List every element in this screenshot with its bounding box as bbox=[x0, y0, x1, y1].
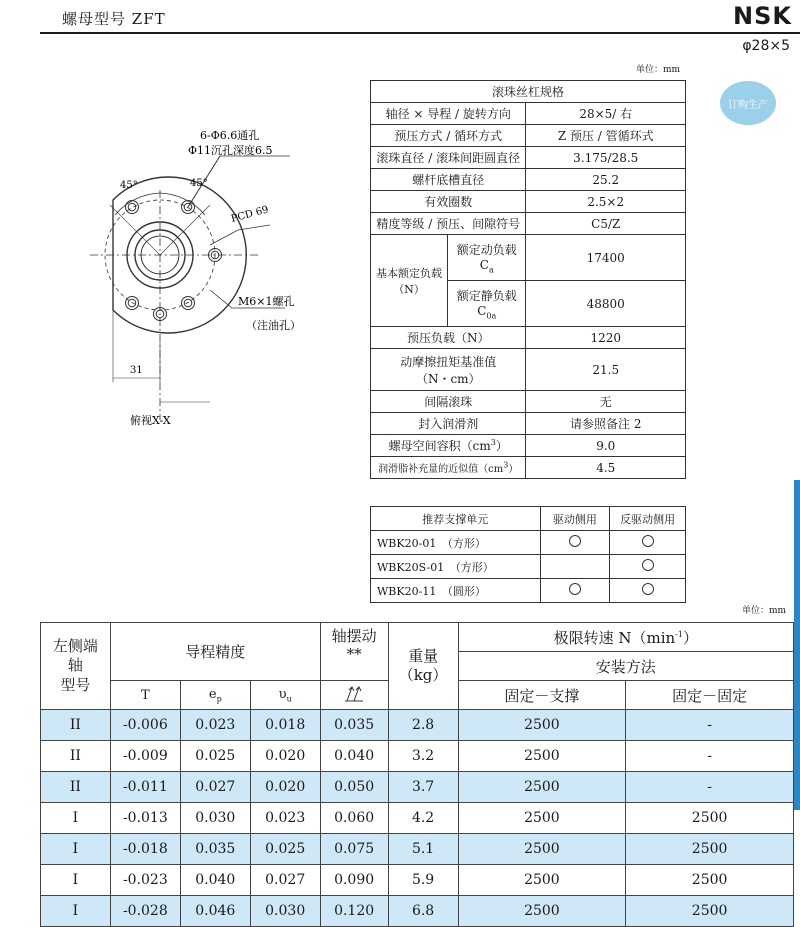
brand-logo: NSK bbox=[733, 2, 792, 30]
circle-mark bbox=[569, 535, 581, 547]
spec-row: 精度等级 / 预压、间隙符号 C5/Z bbox=[371, 213, 686, 235]
spec-row: 轴径 × 导程 / 旋转方向 28×5/ 右 bbox=[371, 103, 686, 125]
volume-label: 螺母空间容积（cm bbox=[388, 439, 491, 453]
static-load-symbol: C bbox=[477, 303, 487, 318]
static-load-label: 额定静负载 bbox=[456, 288, 517, 303]
dynamic-load-subscript: a bbox=[488, 265, 494, 275]
support-row: WBK20S-01 （方形） bbox=[371, 555, 686, 579]
circle-mark bbox=[642, 535, 654, 547]
left-shaft-header: 左侧端 bbox=[52, 636, 98, 655]
support-header-unit: 推荐支撑单元 bbox=[371, 507, 541, 531]
table-row: I -0.028 0.046 0.030 0.120 6.8 2500 2500 bbox=[41, 896, 794, 927]
spec-unit: 单位：mm bbox=[636, 65, 681, 75]
circle-mark bbox=[642, 583, 654, 595]
spec-row-load bbox=[371, 235, 686, 327]
runout-header: 轴摆动 bbox=[331, 627, 377, 645]
support-header-drive: 驱动侧用 bbox=[540, 507, 610, 531]
side-accent-bar bbox=[794, 480, 800, 810]
order-badge: 订购生产 bbox=[720, 81, 776, 125]
ep-header: e bbox=[208, 686, 217, 702]
circle-mark bbox=[569, 583, 581, 595]
dynamic-load-label: 额定动负载 bbox=[456, 242, 517, 257]
angle-label-right: 45° bbox=[190, 178, 208, 189]
static-load-value: 48800 bbox=[586, 296, 625, 311]
spec-row: 滚珠直径 / 滚珠间距圆直径 3.175/28.5 bbox=[371, 147, 686, 169]
spec-row: 预压方式 / 循环方式 Z 预压 / 管循环式 bbox=[371, 125, 686, 147]
volume-close: ） bbox=[495, 439, 508, 453]
spec-row: 螺杆底槽直径 25.2 bbox=[371, 169, 686, 191]
grease-label: 润滑脂补充量的近似值（cm bbox=[378, 464, 504, 475]
spec-row bbox=[371, 349, 686, 391]
spec-row: 有效圈数 2.5×2 bbox=[371, 191, 686, 213]
volume-value: 9.0 bbox=[526, 435, 686, 457]
fixed-fixed-header: 固定－固定 bbox=[626, 681, 794, 710]
support-header-anti: 反驱动侧用 bbox=[610, 507, 686, 531]
runout-mark: ** bbox=[346, 645, 362, 663]
support-table bbox=[370, 506, 686, 603]
fixed-support-header: 固定－支撑 bbox=[458, 681, 626, 710]
ep-subscript: p bbox=[216, 694, 222, 704]
table-row: I -0.013 0.030 0.023 0.060 4.2 2500 2500 bbox=[41, 803, 794, 834]
load-group-label: 基本额定负载 bbox=[376, 266, 442, 280]
oil-hole-note: M6×1螺孔 bbox=[238, 295, 295, 308]
main-table bbox=[40, 622, 794, 927]
flange-drawing bbox=[60, 120, 370, 440]
weight-header: 重量 bbox=[408, 646, 439, 665]
speed-header: 极限转速 N（min bbox=[553, 628, 676, 647]
angle-label-left: 45° bbox=[120, 180, 138, 191]
vu-header: υ bbox=[278, 686, 287, 702]
t-header: T bbox=[110, 681, 180, 710]
volume-cube: 3 bbox=[490, 438, 496, 447]
grease-close: ） bbox=[508, 464, 519, 475]
hole-note-2: Φ11沉孔深度6.5 bbox=[188, 144, 273, 157]
spec-table bbox=[370, 80, 686, 479]
size-tag: φ28×5 bbox=[742, 38, 790, 54]
grease-value: 4.5 bbox=[526, 457, 686, 479]
spec-row: 间隔滚珠 无 bbox=[371, 391, 686, 413]
speed-exponent: -1 bbox=[675, 629, 683, 639]
spec-row bbox=[371, 457, 686, 479]
runout-arrow-icon bbox=[342, 683, 366, 703]
table-row: I -0.023 0.040 0.027 0.090 5.9 2500 2500 bbox=[41, 865, 794, 896]
spec-row: 预压负载（N） 1220 bbox=[371, 327, 686, 349]
pcd-label: PCD 69 bbox=[229, 204, 270, 225]
torque-unit: （N・cm） bbox=[415, 371, 481, 386]
main-unit: 单位：mm bbox=[742, 606, 787, 616]
torque-value: 21.5 bbox=[526, 349, 686, 391]
weight-unit: （kg） bbox=[398, 666, 448, 684]
grease-cube: 3 bbox=[503, 460, 509, 470]
vu-subscript: u bbox=[286, 694, 292, 704]
spec-row: 封入润滑剂 请参照备注 2 bbox=[371, 413, 686, 435]
spec-row bbox=[371, 435, 686, 457]
support-row: WBK20-01 （方形） bbox=[371, 531, 686, 555]
table-row: II -0.006 0.023 0.018 0.035 2.8 2500 - bbox=[41, 710, 794, 741]
table-row: II -0.011 0.027 0.020 0.050 3.7 2500 - bbox=[41, 772, 794, 803]
dimension-31: 31 bbox=[130, 365, 143, 376]
load-unit: （N） bbox=[393, 282, 425, 296]
left-shaft-header-2: 轴 bbox=[67, 656, 83, 675]
page-title: 螺母型号 ZFT bbox=[62, 10, 166, 28]
table-row: II -0.009 0.025 0.020 0.040 3.2 2500 - bbox=[41, 741, 794, 772]
speed-close: ） bbox=[682, 628, 698, 647]
spec-header: 滚珠丝杠规格 bbox=[371, 81, 686, 103]
mount-header: 安装方法 bbox=[458, 652, 793, 681]
view-label: 俯视X-X bbox=[130, 414, 171, 427]
dynamic-load-symbol: C bbox=[479, 257, 489, 272]
lead-accuracy-header: 导程精度 bbox=[110, 623, 320, 681]
left-shaft-header-3: 型号 bbox=[60, 675, 91, 694]
support-row: WBK20-11 （圆形） bbox=[371, 579, 686, 603]
torque-label: 动摩擦扭矩基准值 bbox=[400, 354, 497, 369]
static-load-subscript: 0a bbox=[486, 311, 497, 321]
dynamic-load-value: 17400 bbox=[526, 235, 685, 281]
circle-mark bbox=[642, 559, 654, 571]
table-row: I -0.018 0.035 0.025 0.075 5.1 2500 2500 bbox=[41, 834, 794, 865]
hole-note-1: 6-Φ6.6通孔 bbox=[200, 129, 260, 142]
oil-hole-note-2: （注油孔） bbox=[246, 319, 301, 332]
